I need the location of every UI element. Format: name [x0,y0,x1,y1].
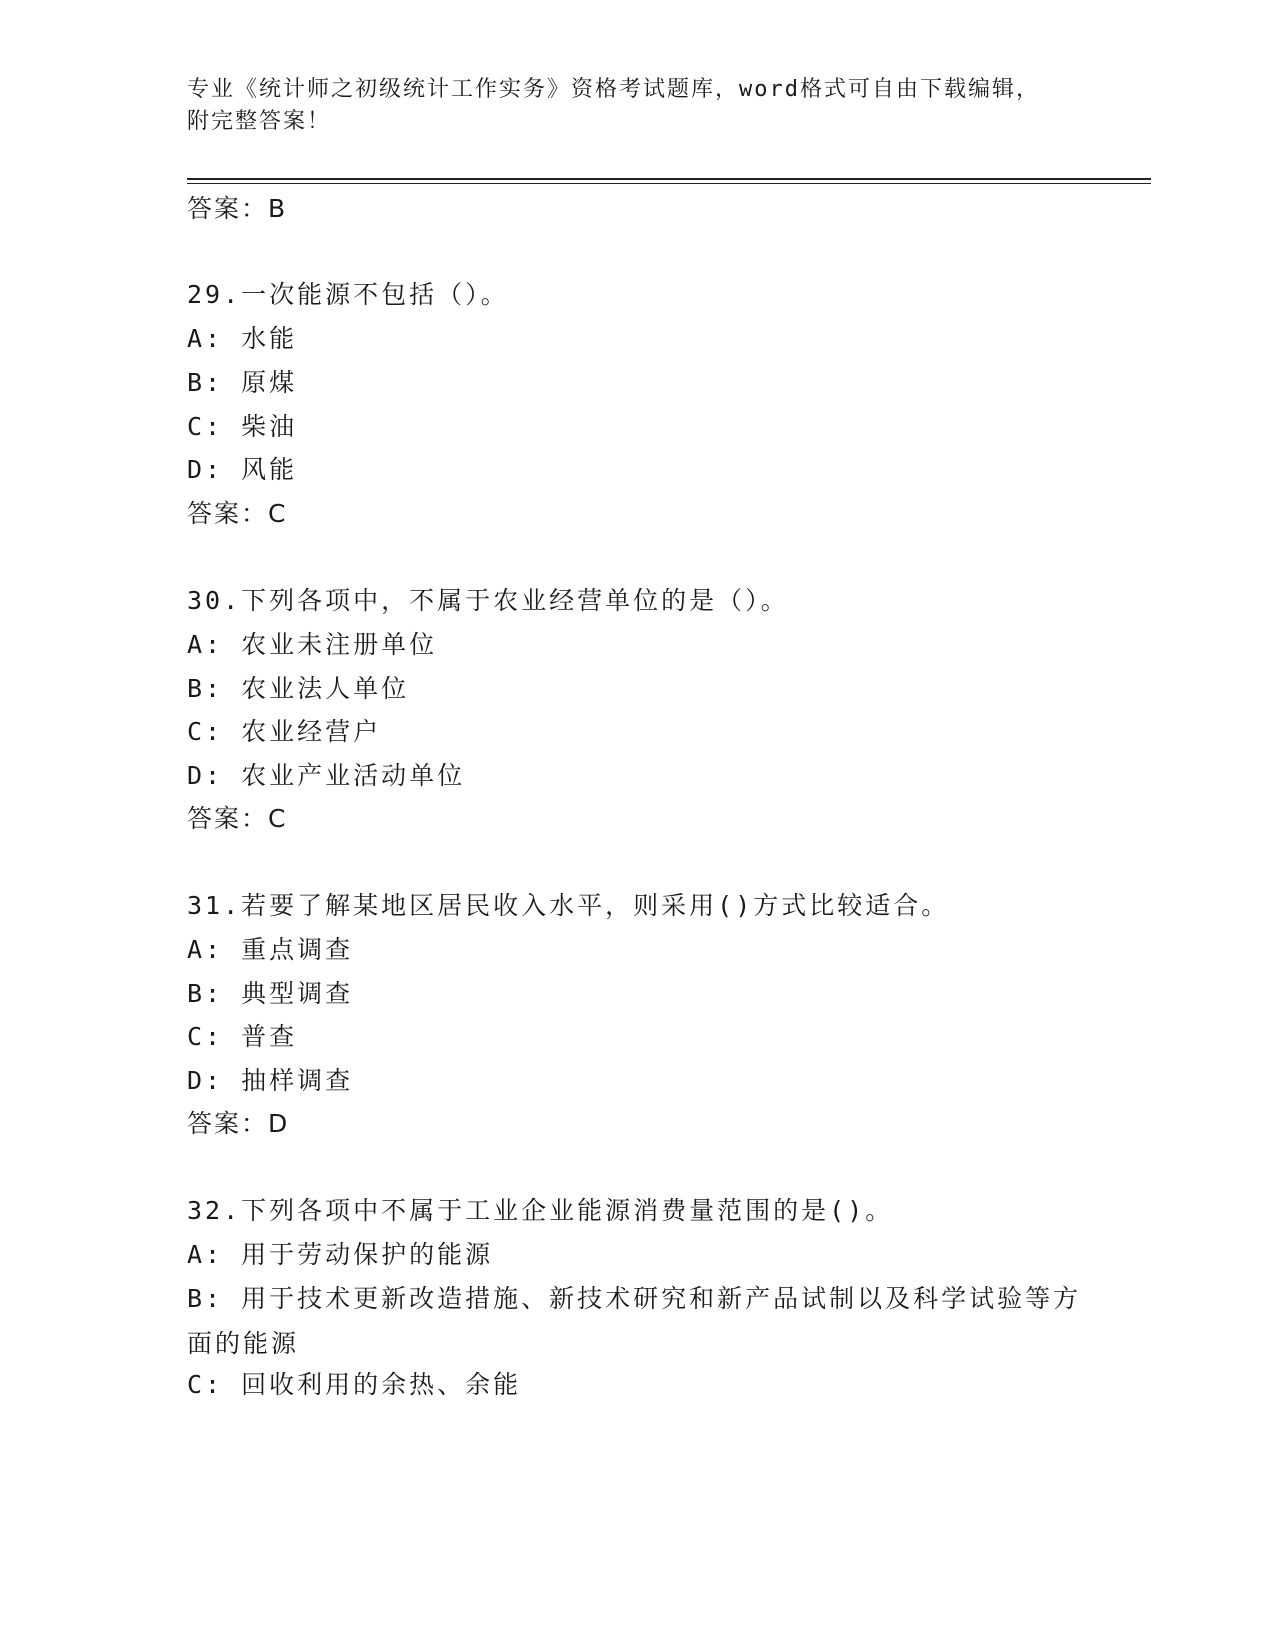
question-29: 29.一次能源不包括（）。 [187,280,509,309]
q31-option-d: D: 抽样调查 [187,1066,354,1095]
q29-option-b: B: 原煤 [187,368,298,397]
header-divider-thin [187,183,1151,184]
q32-option-a: A: 用于劳动保护的能源 [187,1240,494,1269]
q32-option-c: C: 回收利用的余热、余能 [187,1370,522,1399]
q29-answer: 答案：C [187,499,288,528]
q31-option-a: A: 重点调查 [187,935,354,964]
q32-option-b: B: 用于技术更新改造措施、新技术研究和新产品试制以及科学试验等方面的能源 [187,1284,1082,1358]
question-32: 32.下列各项中不属于工业企业能源消费量范围的是()。 [187,1196,894,1225]
header-line-1: 专业《统计师之初级统计工作实务》资格考试题库，word格式可自由下载编辑， [187,77,1040,102]
q30-answer: 答案：C [187,804,288,833]
q30-option-d: D: 农业产业活动单位 [187,761,466,790]
q31-option-b: B: 典型调查 [187,979,354,1008]
q30-option-c: C: 农业经营户 [187,717,382,746]
q29-option-c: C: 柴油 [187,412,298,441]
document-header [187,74,1067,138]
header-divider-thick [187,178,1151,180]
header-line-2: 附完整答案！ [187,109,332,134]
question-31: 31.若要了解某地区居民收入水平，则采用()方式比较适合。 [187,891,950,920]
q30-option-a: A: 农业未注册单位 [187,630,438,659]
question-30: 30.下列各项中，不属于农业经营单位的是（）。 [187,586,789,615]
q30-option-b: B: 农业法人单位 [187,674,410,703]
q31-option-c: C: 普查 [187,1022,298,1051]
answer-previous: 答案：B [187,194,288,223]
q29-option-d: D: 风能 [187,455,298,484]
q29-option-a: A: 水能 [187,324,298,353]
q31-answer: 答案：D [187,1109,290,1138]
